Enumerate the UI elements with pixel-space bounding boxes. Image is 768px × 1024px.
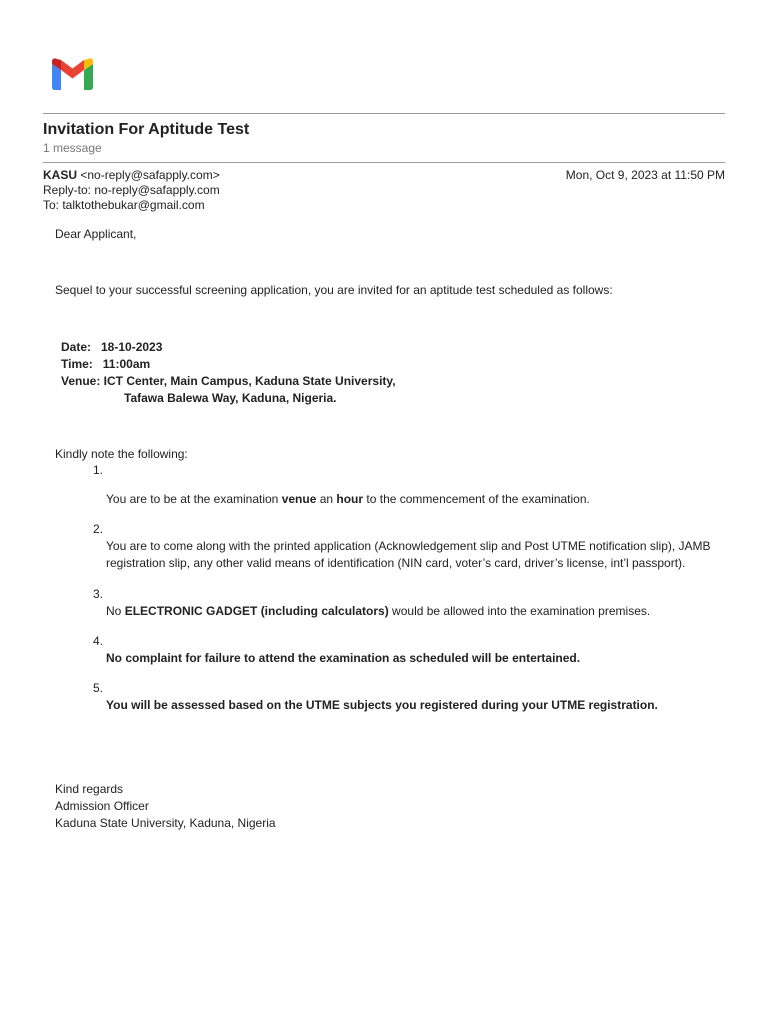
- list-item: 3. No ELECTRONIC GADGET (including calculators) would be allowed into the examination premises.: [93, 587, 651, 618]
- list-item: 5. You will be assessed based on the UTME subjects you registered during your UTME registration.: [93, 681, 658, 712]
- sender-email[interactable]: <no-reply@safapply.com>: [80, 168, 220, 182]
- sender: [43, 168, 220, 183]
- message-count: 1 message: [43, 141, 102, 155]
- instructions-list: [55, 462, 725, 713]
- header-divider: [43, 113, 725, 114]
- test-venue-address: Tafawa Balewa Way, Kaduna, Nigeria.: [124, 391, 337, 405]
- greeting: Dear Applicant,: [55, 227, 137, 241]
- test-details: [61, 339, 725, 406]
- email-body: [55, 226, 725, 831]
- test-venue: Venue: ICT Center, Main Campus, Kaduna State University,: [61, 374, 396, 388]
- gmail-logo-icon: [52, 58, 93, 90]
- sign-regards: Kind regards: [55, 782, 124, 796]
- list-item: 1. You are to be at the examination venue an hour to the commencement of the examination.: [93, 463, 590, 506]
- reply-to: Reply-to: no-reply@safapply.com: [43, 183, 220, 197]
- sign-organization: Kaduna State University, Kaduna, Nigeria: [55, 816, 276, 830]
- list-item: 2. You are to come along with the printed application (Acknowledgement slip and Post UTME notification slip), JAMB registration slip, any other valid means of identification (NIN card, voter’s card, driver’s license, int’l passport).: [93, 522, 711, 570]
- intro-paragraph: Sequel to your successful screening application, you are invited for an aptitude test scheduled as follows:: [55, 283, 613, 297]
- signature: [55, 781, 725, 831]
- message-header: [43, 168, 725, 213]
- test-time: Time: 11:00am: [61, 357, 151, 371]
- message-date: Mon, Oct 9, 2023 at 11:50 PM: [565, 168, 725, 182]
- message-divider: [43, 162, 725, 163]
- email-subject: Invitation For Aptitude Test: [43, 121, 250, 138]
- list-item: 4. No complaint for failure to attend the examination as scheduled will be entertained.: [93, 634, 581, 665]
- test-date: Date: 18-10-2023: [61, 340, 163, 354]
- sign-title: Admission Officer: [55, 799, 149, 813]
- recipient: To: talktothebukar@gmail.com: [43, 198, 205, 212]
- note-heading: Kindly note the following:: [55, 447, 188, 461]
- sender-name: KASU: [43, 168, 78, 182]
